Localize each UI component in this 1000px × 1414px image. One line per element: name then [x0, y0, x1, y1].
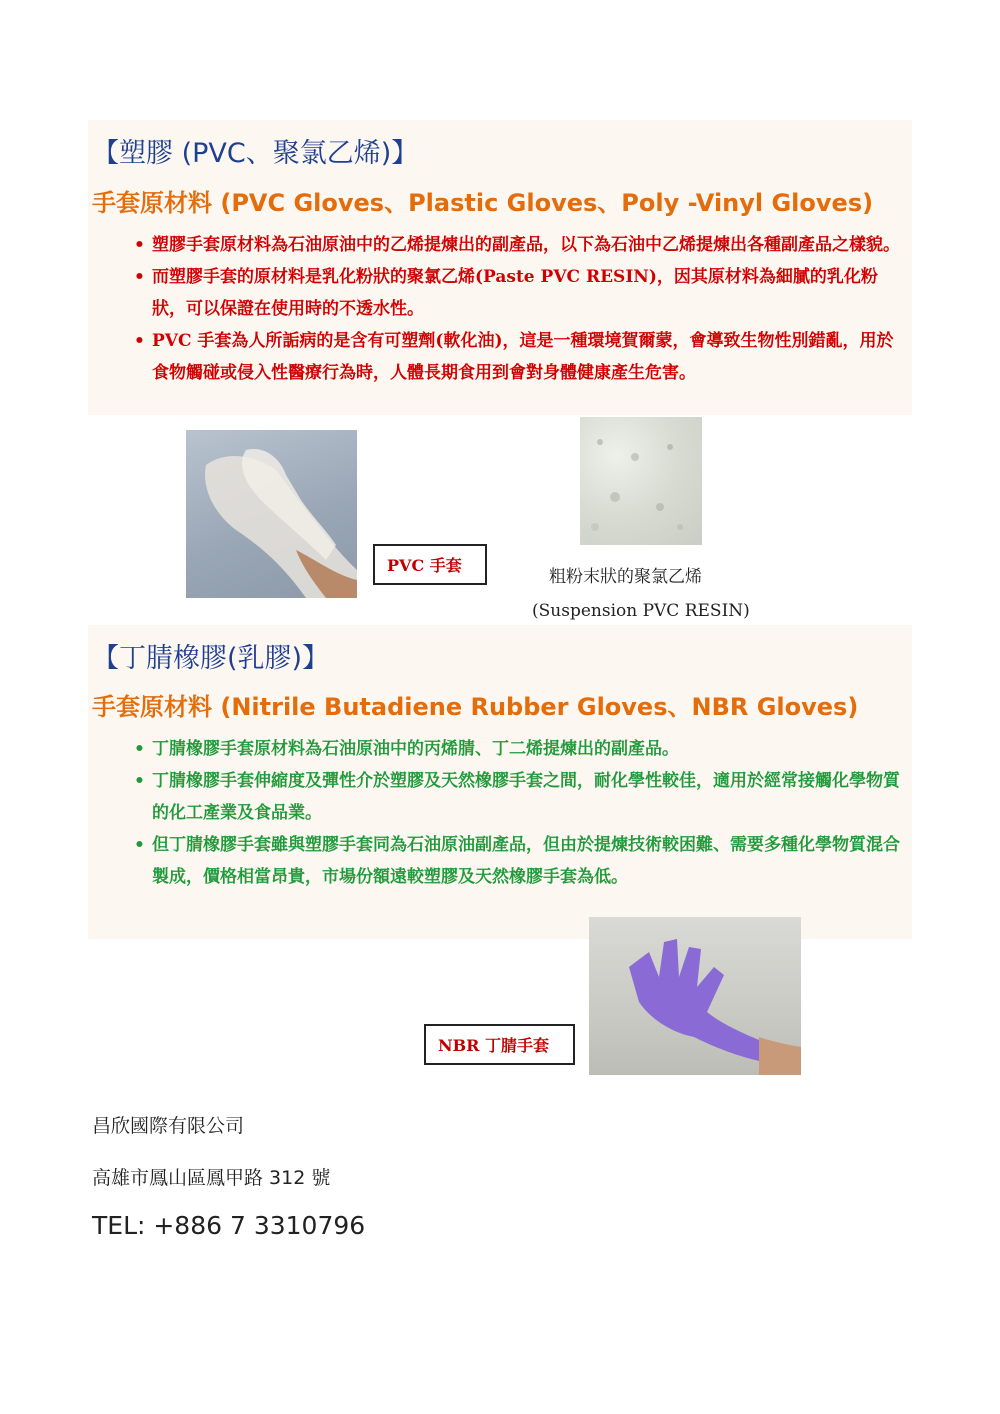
nbr-glove-illustration — [589, 917, 801, 1075]
pvc-powder-caption-en: (Suspension PVC RESIN) — [532, 601, 750, 621]
list-item: • PVC 手套為人所詬病的是含有可塑劑(軟化油)，這是一種環境賀爾蒙，會導致生物性別錯亂，用於食物觸碰或侵入性醫療行為時，人體長期食用到會對身體健康產生危害。 — [118, 325, 910, 389]
section-nbr-bullet-list — [118, 733, 910, 893]
pvc-glove-photo — [186, 430, 357, 598]
pvc-powder-photo — [580, 417, 702, 545]
section-nbr-subheading: 手套原材料 (Nitrile Butadiene Rubber Gloves、NBR Gloves) — [92, 693, 859, 721]
section-pvc-heading: 【塑膠 (PVC、聚氯乙烯)】 — [92, 138, 419, 169]
section-pvc-subheading: 手套原材料 (PVC Gloves、Plastic Gloves、Poly -Vinyl Gloves) — [92, 189, 874, 217]
pvc-glove-illustration — [186, 430, 357, 598]
list-item: • 丁腈橡膠手套原材料為石油原油中的丙烯腈、丁二烯提煉出的副產品。 — [118, 733, 910, 765]
company-tel: TEL: +886 7 3310796 — [92, 1211, 366, 1240]
nbr-glove-label: NBR 丁腈手套 — [424, 1024, 575, 1065]
company-name: 昌欣國際有限公司 — [92, 1115, 245, 1137]
list-item: • 但丁腈橡膠手套雖與塑膠手套同為石油原油副產品，但由於提煉技術較困難、需要多種化學物質混合製成，價格相當昂貴，市場份額遠較塑膠及天然橡膠手套為低。 — [118, 829, 910, 893]
nbr-glove-photo — [589, 917, 801, 1075]
list-item: • 塑膠手套原材料為石油原油中的乙烯提煉出的副產品，以下為石油中乙烯提煉出各種副產品之樣貌。 — [118, 229, 910, 261]
company-address: 高雄市鳳山區鳳甲路 312 號 — [92, 1167, 331, 1189]
pvc-powder-texture — [580, 417, 702, 545]
list-item: • 丁腈橡膠手套伸縮度及彈性介於塑膠及天然橡膠手套之間，耐化學性較佳，適用於經常接觸化學物質的化工產業及食品業。 — [118, 765, 910, 829]
list-item: • 而塑膠手套的原材料是乳化粉狀的聚氯乙烯(Paste PVC RESIN)，因其原材料為細膩的乳化粉狀，可以保證在使用時的不透水性。 — [118, 261, 910, 325]
section-nbr-heading: 【丁腈橡膠(乳膠)】 — [92, 643, 330, 674]
section-pvc-bullet-list — [118, 229, 910, 389]
pvc-powder-caption: 粗粉末狀的聚氯乙烯 — [549, 567, 702, 587]
pvc-glove-label: PVC 手套 — [373, 544, 487, 585]
